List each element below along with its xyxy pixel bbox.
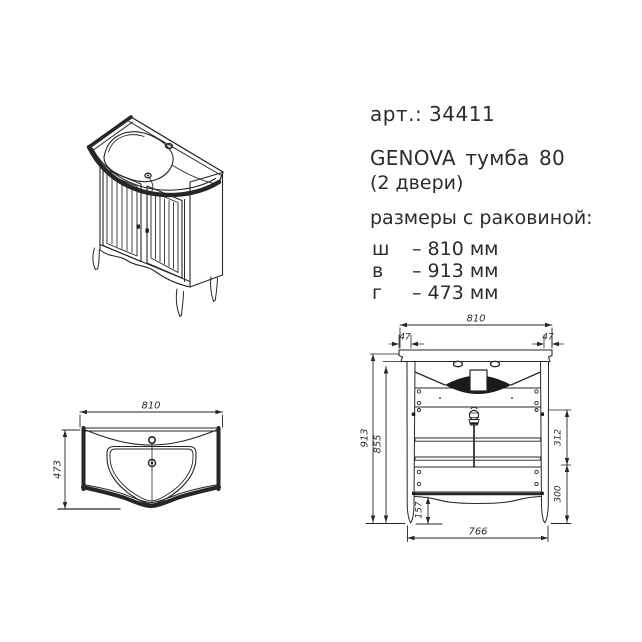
cabinet-height-dimension [373, 362, 404, 523]
size-value: – 913 мм [412, 260, 499, 282]
door-left [103, 169, 141, 262]
sink-plan-outline [82, 428, 220, 506]
article-number: арт.: 34411 [370, 102, 496, 126]
size-letter: ш [372, 238, 390, 260]
size-value: – 473 мм [412, 282, 499, 304]
sink-top [89, 117, 223, 195]
overflow-hole [454, 361, 463, 366]
drain-fitting [470, 370, 487, 391]
overflow-hole [491, 361, 500, 366]
front-width-label: 810 [466, 313, 486, 325]
leg-height-dimension [415, 497, 443, 524]
right-overhang-dimension [532, 333, 564, 349]
size-row-depth [370, 282, 600, 304]
lower-span-dimension [551, 465, 571, 524]
top-view-drawing [50, 398, 240, 523]
base-width-dimension [408, 526, 549, 542]
door-right [146, 186, 183, 278]
left-overhang-label: 47 [399, 332, 411, 343]
front-view-drawing [358, 313, 588, 548]
top-view-depth-dimension [53, 430, 121, 509]
front-width-dimension [400, 314, 552, 349]
size-row-height [370, 260, 600, 282]
door-knob [137, 225, 140, 229]
product-subtitle: (2 двери) [370, 172, 464, 194]
left-overhang-dimension [389, 333, 424, 349]
size-row-width [370, 238, 600, 260]
cabinet-height-label: 855 [372, 434, 384, 454]
base-width-label: 766 [468, 526, 488, 538]
sizes-list [370, 238, 600, 304]
faucet-hole [149, 437, 155, 443]
total-height-label: 913 [359, 428, 371, 448]
front-structure [399, 350, 552, 523]
product-title: GENOVA тумба 80 [370, 146, 565, 170]
isometric-view-drawing [63, 103, 243, 328]
top-view-width-dimension [80, 401, 223, 428]
size-letter: в [372, 260, 384, 282]
top-view-width-label: 810 [141, 400, 161, 412]
size-value: – 810 мм [412, 238, 499, 260]
right-overhang-label: 47 [542, 332, 554, 343]
lower-span-label: 300 [553, 485, 564, 503]
sizes-heading: размеры с раковиной: [370, 207, 593, 229]
leg-height-label: 157 [414, 501, 425, 519]
top-view-depth-label: 473 [52, 459, 64, 480]
upper-span-dimension [549, 410, 572, 465]
siphon [469, 407, 479, 467]
size-letter: г [372, 282, 382, 304]
door-knob [146, 229, 149, 233]
product-info [370, 102, 600, 304]
upper-span-label: 312 [553, 428, 564, 447]
